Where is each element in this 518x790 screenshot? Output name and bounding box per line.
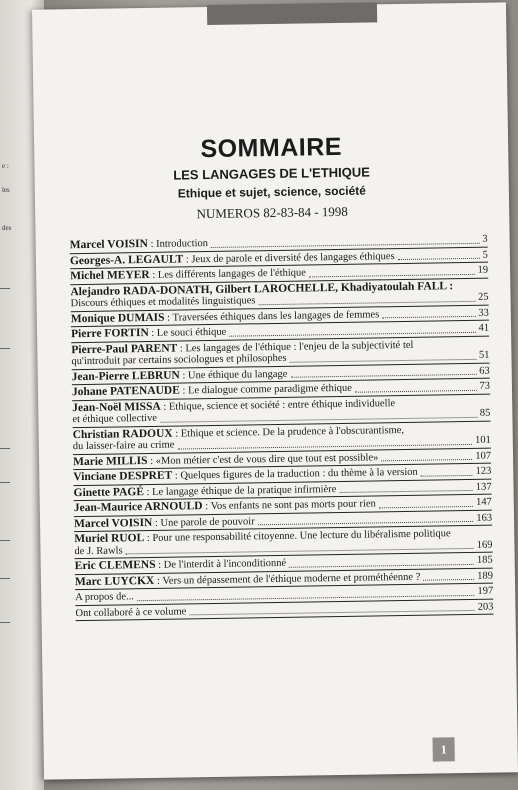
left-page-mark <box>0 288 10 289</box>
toc-title: «Mon métier c'est de vous dire que tout est possible» <box>155 451 379 467</box>
left-page-mark <box>0 448 10 449</box>
author-separator: : <box>144 532 153 545</box>
left-page-mark <box>0 540 10 541</box>
author-separator: : <box>160 401 169 413</box>
toc-page: 33 <box>478 307 489 319</box>
toc-page: 197 <box>477 585 494 597</box>
toc-title: Les différents langages de l'éthique <box>157 267 307 281</box>
toc-title: Vers un dépassement de l'éthique moderne et prométhéenne ? <box>162 571 421 587</box>
toc-author: Marcel VOISIN <box>69 237 149 252</box>
dot-leader <box>258 521 474 525</box>
toc-author: Ginette PAGÉ <box>73 485 145 499</box>
table-of-contents <box>70 232 494 622</box>
toc-page: 107 <box>475 450 492 462</box>
toc-author: Vinciane DESPRET <box>73 469 173 484</box>
toc-page: 41 <box>478 322 490 334</box>
toc-author: Jean-Maurice ARNOULD <box>73 500 203 515</box>
toc-title: De l'interdit à l'inconditionné <box>163 557 287 571</box>
left-page-mark <box>0 482 10 483</box>
page-subtitle: LES LANGAGES DE L'ETHIQUE <box>173 164 371 183</box>
author-separator: : <box>183 253 192 265</box>
dot-leader <box>381 459 472 461</box>
author-separator: : <box>148 327 157 339</box>
author-separator: : <box>143 486 153 498</box>
toc-page: 51 <box>478 349 490 361</box>
toc-author: Jean-Noël MISSA <box>72 400 161 414</box>
issue-number: NUMEROS 82-83-84 - 1998 <box>196 203 348 222</box>
page-title: SOMMAIRE <box>200 132 343 164</box>
toc-title: Le souci éthique <box>156 326 227 339</box>
toc-page: 189 <box>477 570 494 582</box>
author-separator: : <box>147 455 156 467</box>
dot-leader <box>421 474 473 476</box>
dot-leader <box>398 258 480 260</box>
toc-title-continued: qu'introduit par certains sociologues et philosophes <box>71 352 287 368</box>
top-band <box>207 2 377 25</box>
toc-page: 203 <box>477 601 494 613</box>
dot-leader <box>423 579 474 581</box>
author-separator: : <box>147 238 157 250</box>
toc-page: 85 <box>479 407 491 419</box>
toc-title: Ont collaboré à ce volume <box>75 605 187 619</box>
toc-title: Une parole de pouvoir <box>160 515 255 529</box>
author-separator: : <box>172 470 181 482</box>
dot-leader <box>379 505 473 507</box>
toc-page: 3 <box>482 233 488 245</box>
toc-author: Christian RADOUX <box>72 427 173 441</box>
toc-title: A propos de... <box>75 591 134 604</box>
toc-author: Pierre-Paul PARENT <box>71 342 178 356</box>
dot-leader <box>229 331 475 336</box>
toc-author: Muriel RUOL <box>74 532 145 546</box>
toc-title: Une éthique du langage <box>187 368 288 381</box>
toc-author: Monique DUMAIS <box>70 311 165 325</box>
toc-author: Alejandro RADA-DONATH, Gilbert LAROCHELLE, Khadiyatoulah FALL : <box>70 279 454 298</box>
toc-page: 73 <box>479 380 491 392</box>
toc-page: 163 <box>476 512 493 524</box>
toc-author: Marc LUYCKX <box>74 574 155 588</box>
author-separator: : <box>177 342 186 355</box>
toc-page: 19 <box>477 264 489 276</box>
toc-title: Discours éthiques et modalités linguistiques <box>70 295 256 310</box>
dot-leader <box>189 610 474 615</box>
author-separator: : <box>152 517 161 529</box>
toc-title: Pour une responsabilité citoyenne. Une lecture du libéralisme politique <box>152 528 451 544</box>
dot-leader <box>289 563 474 567</box>
toc-author: Georges-A. LEGAULT <box>69 252 184 267</box>
toc-title: Le dialogue comme paradigme éthique <box>187 382 352 397</box>
toc-page: 137 <box>475 481 492 493</box>
toc-title-continued: de J. Rawls <box>74 544 123 557</box>
page-number: 1 <box>432 737 454 761</box>
toc-title: Quelques figures de la traduction : du thème à la version <box>180 466 418 482</box>
toc-title-continued: et éthique collective <box>72 412 158 426</box>
toc-page: 147 <box>475 496 492 508</box>
toc-page: 101 <box>474 434 491 446</box>
author-separator: : <box>164 312 173 324</box>
author-separator: : <box>172 427 181 440</box>
toc-author: Jean-Pierre LEBRUN <box>71 368 180 383</box>
toc-author: Eric CLEMENS <box>74 558 156 573</box>
dot-leader <box>259 300 476 304</box>
toc-title: Introduction <box>156 238 209 250</box>
dot-leader <box>290 374 476 378</box>
dot-leader <box>309 273 475 277</box>
author-separator: : <box>179 369 189 381</box>
toc-author: Michel MEYER <box>70 268 150 283</box>
toc-title: Le langage éthique de la pratique infirmière <box>152 483 337 498</box>
toc-author: Johane PATENAUDE <box>71 384 180 399</box>
toc-page: 185 <box>476 554 493 566</box>
toc-title-continued: du laisser-faire au crime <box>72 439 175 453</box>
author-separator: : <box>202 501 211 513</box>
left-page-fragment: les <box>2 186 10 194</box>
toc-title: Ethique, science et société : entre éthique individuelle <box>168 397 396 413</box>
toc-author: Marcel VOISIN <box>73 516 153 530</box>
toc-page: 169 <box>476 539 493 551</box>
author-separator: : <box>155 559 164 571</box>
left-page-mark <box>0 348 10 349</box>
toc-title: Traversées éthiques dans les langages de femmes <box>172 308 380 324</box>
author-separator: : <box>154 575 163 587</box>
toc-title: Les langages de l'éthique : l'enjeu de la subjectivité tel <box>185 339 414 354</box>
author-separator: : <box>149 269 158 281</box>
dot-leader <box>382 316 475 318</box>
toc-title: Ethique et science. De la prudence à l'obscurantisme, <box>180 424 405 439</box>
dot-leader <box>355 389 477 392</box>
toc-page: 5 <box>482 249 488 261</box>
toc-author: Marie MILLIS <box>72 454 148 468</box>
page-subtitle-secondary: Ethique et sujet, science, société <box>177 183 367 201</box>
dot-leader <box>290 358 476 362</box>
book-page <box>32 2 518 779</box>
author-separator: : <box>179 385 189 397</box>
toc-page: 63 <box>479 365 490 377</box>
dot-leader <box>339 490 472 493</box>
toc-page: 123 <box>475 465 492 477</box>
toc-page: 25 <box>477 291 489 303</box>
left-page-mark <box>0 578 10 579</box>
toc-author: Pierre FORTIN <box>70 326 149 341</box>
toc-title: Vos enfants ne sont pas morts pour rien <box>210 498 376 513</box>
left-page-fragment: des <box>2 224 12 232</box>
toc-title: Jeux de parole et diversité des langages éthiques <box>191 250 395 265</box>
dot-leader <box>211 242 479 247</box>
left-page-fragment: e : <box>2 162 9 170</box>
left-page-mark <box>0 622 10 623</box>
